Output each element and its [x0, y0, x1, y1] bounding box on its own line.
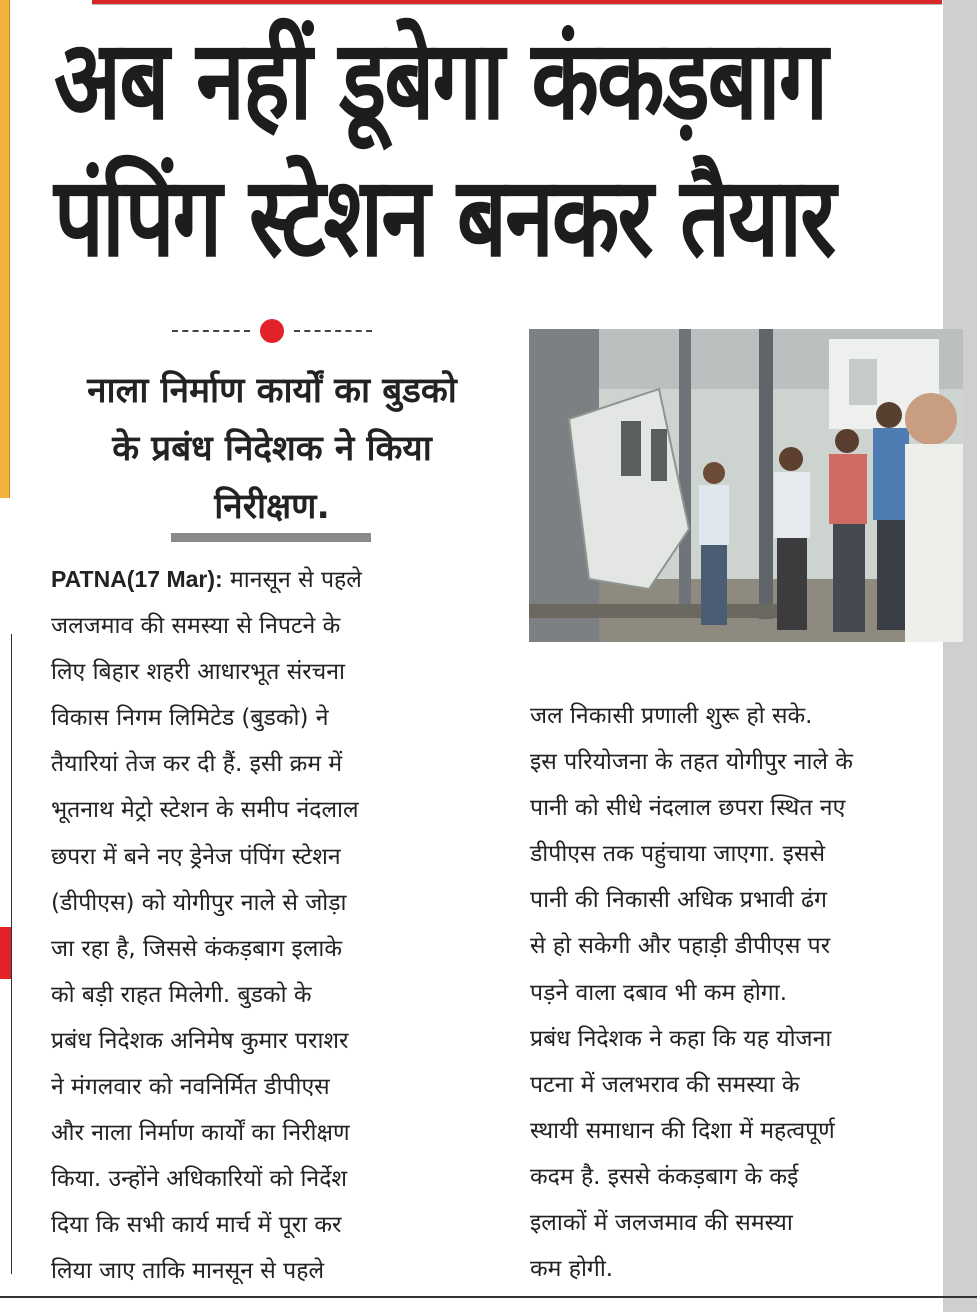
inspection-photo-illustration: [529, 329, 963, 642]
column1-line: [51, 556, 491, 603]
column2-line: पटना में जलभराव की समस्या के: [530, 1071, 800, 1098]
subhead-ornament: [172, 319, 372, 343]
article-column-2: [530, 693, 967, 1292]
column2-line: डीपीएस तक पहुंचाया जाएगा. इससे: [530, 841, 826, 868]
headline-line-2: पंपिंग स्टेशन बनकर तैयार: [54, 152, 835, 282]
column1-line: लिया जाए ताकि मानसून से पहले: [51, 1258, 325, 1285]
bottom-rule: [0, 1296, 977, 1298]
column1-line-text: मानसून से पहले: [229, 567, 362, 593]
column2-line: पड़ने वाला दबाव भी कम होगा.: [530, 979, 788, 1006]
column2-line: इलाकों में जलजमाव की समस्या: [530, 1210, 793, 1237]
column2-line: प्रबंध निदेशक ने कहा कि यह योजना: [530, 1025, 832, 1052]
dateline: PATNA(17 Mar):: [51, 566, 223, 592]
subhead-line-3: निरीक्षण.: [214, 487, 330, 527]
article-column-1: [51, 556, 491, 1295]
column2-line: स्थायी समाधान की दिशा में महत्वपूर्ण: [530, 1117, 835, 1144]
subhead-line-1: नाला निर्माण कार्यों का बुडको: [87, 371, 457, 411]
adjacent-red-marker: [0, 927, 11, 979]
column2-line: जल निकासी प्रणाली शुरू हो सके.: [530, 703, 813, 729]
column1-line: जा रहा है, जिससे कंकड़बाग इलाके: [51, 935, 342, 962]
column2-line: से हो सकेगी और पहाड़ी डीपीएस पर: [530, 933, 831, 960]
headline-line-1: अब नहीं डूबेगा कंकड़बाग: [54, 15, 827, 145]
column1-line: (डीपीएस) को योगीपुर नाले से जोड़ा: [51, 889, 347, 916]
subhead-underline: [171, 533, 371, 542]
column1-line: भूतनाथ मेट्रो स्टेशन के समीप नंदलाल: [51, 797, 359, 824]
column1-line: दिया कि सभी कार्य मार्च में पूरा कर: [51, 1212, 342, 1239]
ornament-dash-left: [172, 330, 250, 332]
column1-line: किया. उन्होंने अधिकारियों को निर्देश: [51, 1166, 348, 1193]
ornament-dash-right: [294, 330, 372, 332]
subheadline: [40, 362, 504, 536]
news-photo: [529, 329, 963, 642]
column2-line: इस परियोजना के तहत योगीपुर नाले के: [530, 749, 853, 776]
column1-line: विकास निगम लिमिटेड (बुडको) ने: [51, 705, 329, 732]
column1-line: और नाला निर्माण कार्यों का निरीक्षण: [51, 1120, 350, 1147]
column2-line: पानी की निकासी अधिक प्रभावी ढंग: [530, 887, 827, 914]
column2-line: कदम है. इससे कंकड़बाग के कई: [530, 1163, 799, 1190]
column1-line: छपरा में बने नए ड्रेनेज पंपिंग स्टेशन: [51, 843, 341, 870]
column2-line: पानी को सीधे नंदलाल छपरा स्थित नए: [530, 795, 846, 822]
column1-line: प्रबंध निदेशक अनिमेष कुमार पराशर: [51, 1027, 349, 1054]
adjacent-article-strip: [0, 0, 10, 498]
subhead-line-2: के प्रबंध निदेशक ने किया: [112, 429, 432, 469]
red-dot-icon: [260, 319, 284, 343]
column1-line: जलजमाव की समस्या से निपटने के: [51, 613, 341, 640]
column2-line: कम होगी.: [530, 1256, 614, 1283]
top-hairline: [92, 4, 942, 5]
column1-line: ने मंगलवार को नवनिर्मित डीपीएस: [51, 1074, 330, 1101]
column1-line: को बड़ी राहत मिलेगी. बुडको के: [51, 981, 312, 1008]
column1-line: लिए बिहार शहरी आधारभूत संरचना: [51, 659, 345, 686]
column1-line: तैयारियां तेज कर दी हैं. इसी क्रम में: [51, 751, 343, 778]
